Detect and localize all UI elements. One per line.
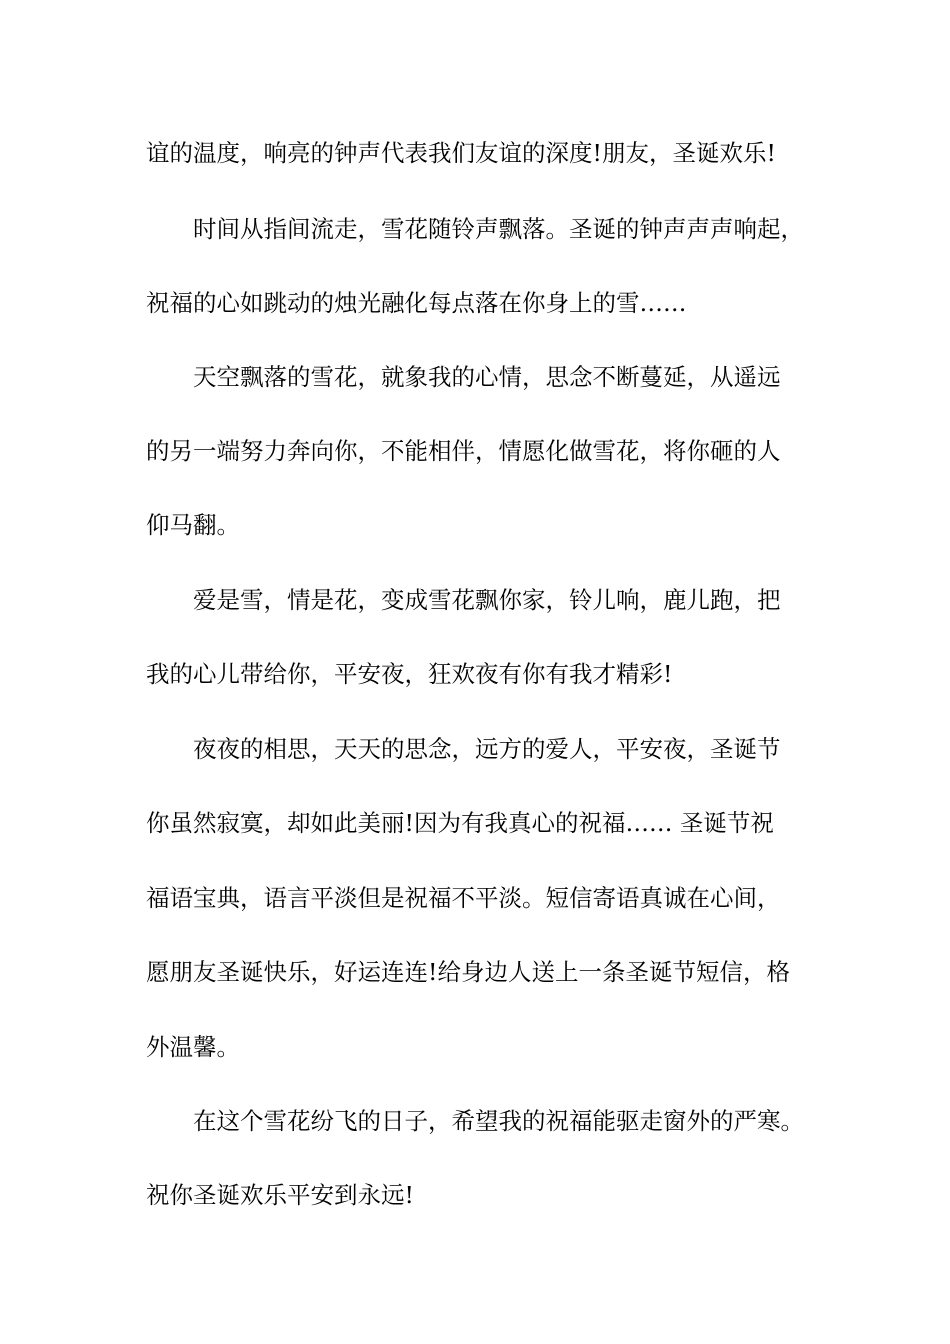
text-line: 你虽然寂寞，却如此美丽!因为有我真心的祝福…… 圣诞节祝 (146, 809, 774, 837)
text-line: 我的心儿带给你，平安夜，狂欢夜有你有我才精彩! (146, 660, 673, 688)
text-line: 爱是雪，情是花，变成雪花飘你家，铃儿响，鹿儿跑，把 (193, 586, 781, 614)
text-line: 谊的温度，响亮的钟声代表我们友谊的深度!朋友，圣诞欢乐! (146, 139, 776, 167)
text-line: 祝福的心如跳动的烛光融化每点落在你身上的雪…… (146, 289, 687, 317)
text-line: 祝你圣诞欢乐平安到永远! (146, 1181, 414, 1209)
text-line: 夜夜的相思，天天的思念，远方的爱人，平安夜，圣诞节 (193, 735, 781, 763)
text-line: 仰马翻。 (146, 511, 240, 539)
text-line: 天空飘落的雪花，就象我的心情，思念不断蔓延，从遥远 (193, 363, 781, 391)
text-line: 的另一端努力奔向你，不能相伴，情愿化做雪花，将你砸的人 (146, 437, 781, 465)
text-line: 外温馨。 (146, 1033, 240, 1061)
text-line: 时间从指间流走，雪花随铃声飘落。圣诞的钟声声声响起， (193, 215, 804, 243)
text-line: 福语宝典，语言平淡但是祝福不平淡。短信寄语真诚在心间， (146, 884, 781, 912)
text-line: 愿朋友圣诞快乐，好运连连!给身边人送上一条圣诞节短信，格 (146, 958, 790, 986)
text-line: 在这个雪花纷飞的日子，希望我的祝福能驱走窗外的严寒。 (193, 1107, 804, 1135)
